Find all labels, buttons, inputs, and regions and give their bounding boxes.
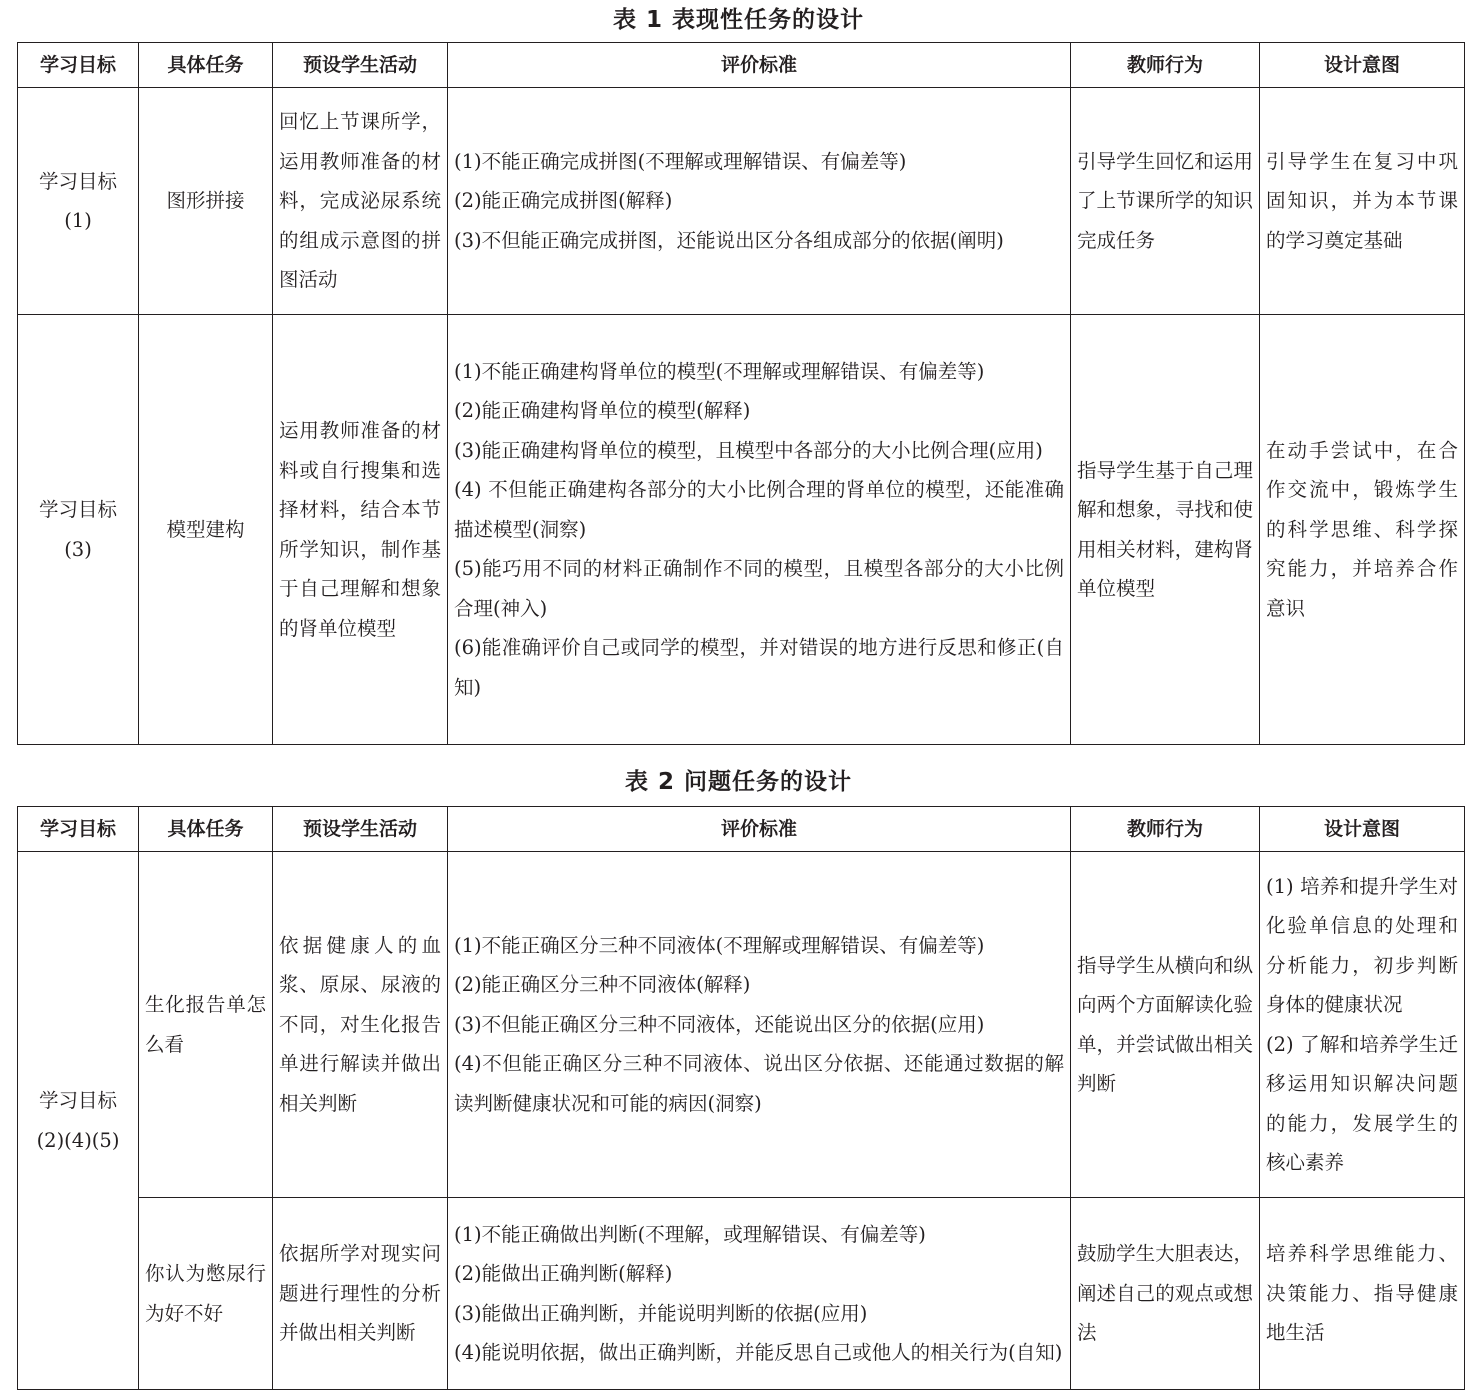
teacher-cell: 引导学生回忆和运用了上节课所学的知识完成任务 bbox=[1071, 88, 1260, 315]
table2-header-goal: 学习目标 bbox=[18, 807, 139, 852]
task-cell: 你认为憋尿行为好不好 bbox=[139, 1198, 273, 1390]
table2-header-task: 具体任务 bbox=[139, 807, 273, 852]
table1-header-teacher: 教师行为 bbox=[1071, 43, 1260, 88]
table1-header-criteria: 评价标准 bbox=[448, 43, 1071, 88]
teacher-cell: 指导学生从横向和纵向两个方面解读化验单，并尝试做出相关判断 bbox=[1071, 852, 1260, 1198]
table1-caption: 表 1 表现性任务的设计 bbox=[612, 7, 865, 33]
task-cell: 模型建构 bbox=[139, 315, 273, 745]
table2-header-activity: 预设学生活动 bbox=[273, 807, 448, 852]
criteria-item: (3)能做出正确判断，并能说明判断的依据(应用) bbox=[454, 1301, 868, 1325]
goal-number: (2)(4)(5) bbox=[36, 1128, 120, 1152]
intent-item: (2) 了解和培养学生迁移运用知识解决问题的能力，发展学生的核心素养 bbox=[1266, 1032, 1458, 1174]
criteria-item: (1)不能正确做出判断(不理解，或理解错误、有偏差等) bbox=[454, 1222, 926, 1246]
task-cell: 生化报告单怎么看 bbox=[139, 852, 273, 1198]
criteria-cell bbox=[448, 1198, 1071, 1390]
criteria-item: (3)能正确建构肾单位的模型，且模型中各部分的大小比例合理(应用) bbox=[454, 438, 1043, 462]
table1-header-goal: 学习目标 bbox=[18, 43, 139, 88]
criteria-item: (3)不但能正确区分三种不同液体，还能说出区分的依据(应用) bbox=[454, 1012, 985, 1036]
criteria-item: (2)能正确建构肾单位的模型(解释) bbox=[454, 399, 751, 423]
table1-header-intent: 设计意图 bbox=[1260, 43, 1465, 88]
criteria-item: (2)能做出正确判断(解释) bbox=[454, 1262, 673, 1285]
teacher-cell: 鼓励学生大胆表达，阐述自己的观点或想法 bbox=[1071, 1198, 1260, 1390]
activity-cell: 依据所学对现实问题进行理性的分析并做出相关判断 bbox=[273, 1198, 448, 1390]
goal-number: (1) bbox=[64, 209, 92, 232]
table2-header-criteria: 评价标准 bbox=[448, 807, 1071, 852]
criteria-item: (1)不能正确区分三种不同液体(不理解或理解错误、有偏差等) bbox=[454, 933, 985, 957]
goal-label: 学习目标 bbox=[38, 1089, 117, 1112]
intent-cell bbox=[1260, 852, 1465, 1198]
criteria-item: (1)不能正确建构肾单位的模型(不理解或理解错误、有偏差等) bbox=[454, 359, 985, 383]
criteria-cell bbox=[448, 852, 1071, 1198]
goal-cell bbox=[18, 852, 139, 1390]
intent-cell: 在动手尝试中，在合作交流中，锻炼学生的科学思维、科学探究能力，并培养合作意识 bbox=[1260, 315, 1465, 745]
table2-caption: 表 2 问题任务的设计 bbox=[624, 769, 853, 795]
goal-label: 学习目标 bbox=[38, 498, 117, 521]
table-row bbox=[18, 88, 1465, 315]
teacher-cell: 指导学生基于自己理解和想象，寻找和使用相关材料，建构肾单位模型 bbox=[1071, 315, 1260, 745]
table-row bbox=[18, 315, 1465, 745]
criteria-item: (6)能准确评价自己或同学的模型，并对错误的地方进行反思和修正(自知) bbox=[454, 636, 1064, 699]
table1 bbox=[17, 42, 1465, 745]
activity-cell: 回忆上节课所学，运用教师准备的材料，完成泌尿系统的组成示意图的拼图活动 bbox=[273, 88, 448, 315]
table-row bbox=[18, 1198, 1465, 1390]
activity-cell: 运用教师准备的材料或自行搜集和选择材料，结合本节所学知识，制作基于自己理解和想象的肾单位模型 bbox=[273, 315, 448, 745]
intent-cell: 培养科学思维能力、决策能力、指导健康地生活 bbox=[1260, 1198, 1465, 1390]
criteria-item: (3)不但能正确完成拼图，还能说出区分各组成部分的依据(阐明) bbox=[454, 228, 1004, 252]
table1-header-row bbox=[18, 43, 1465, 88]
intent-item: (1) 培养和提升学生对化验单信息的处理和分析能力，初步判断身体的健康状况 bbox=[1266, 874, 1458, 1016]
criteria-item: (4)不但能正确区分三种不同液体、说出区分依据、还能通过数据的解读判断健康状况和可能的病因(洞察) bbox=[454, 1052, 1064, 1115]
criteria-item: (5)能巧用不同的材料正确制作不同的模型，且模型各部分的大小比例合理(神入) bbox=[454, 557, 1064, 620]
table2-header-intent: 设计意图 bbox=[1260, 807, 1465, 852]
activity-cell: 依据健康人的血浆、原尿、尿液的不同，对生化报告单进行解读并做出相关判断 bbox=[273, 852, 448, 1198]
intent-cell: 引导学生在复习中巩固知识，并为本节课的学习奠定基础 bbox=[1260, 88, 1465, 315]
goal-cell bbox=[18, 88, 139, 315]
table-row bbox=[18, 852, 1465, 1198]
criteria-item: (2)能正确完成拼图(解释) bbox=[454, 189, 673, 213]
criteria-item: (2)能正确区分三种不同液体(解释) bbox=[454, 973, 751, 997]
table1-header-activity: 预设学生活动 bbox=[273, 43, 448, 88]
goal-cell bbox=[18, 315, 139, 745]
table1-header-task: 具体任务 bbox=[139, 43, 273, 88]
criteria-cell bbox=[448, 315, 1071, 745]
criteria-item: (1)不能正确完成拼图(不理解或理解错误、有偏差等) bbox=[454, 149, 907, 173]
criteria-item: (4) 不但能正确建构各部分的大小比例合理的肾单位的模型，还能准确描述模型(洞察) bbox=[454, 478, 1064, 541]
goal-number: (3) bbox=[64, 537, 92, 561]
goal-label: 学习目标 bbox=[38, 169, 117, 193]
table2-header-row bbox=[18, 807, 1465, 852]
table2 bbox=[17, 806, 1465, 1390]
table2-header-teacher: 教师行为 bbox=[1071, 807, 1260, 852]
criteria-cell bbox=[448, 88, 1071, 315]
task-cell: 图形拼接 bbox=[139, 88, 273, 315]
criteria-item: (4)能说明依据，做出正确判断，并能反思自己或他人的相关行为(自知) bbox=[454, 1341, 1063, 1364]
